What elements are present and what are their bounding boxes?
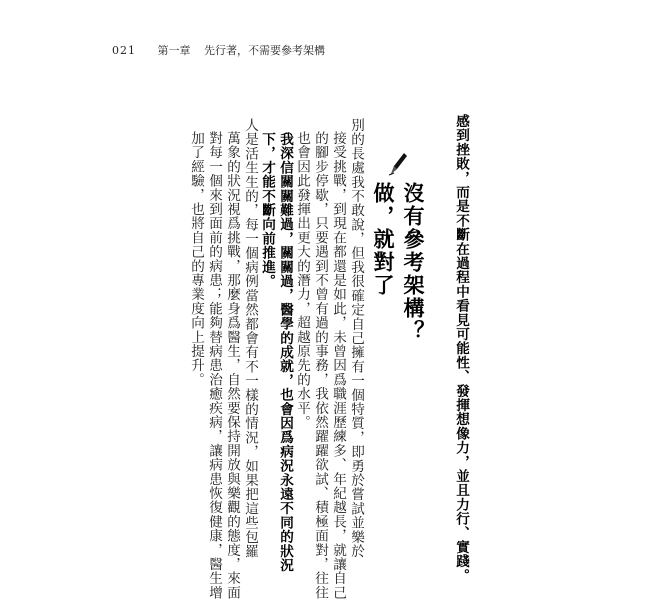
- running-header: [112, 42, 325, 58]
- intro-line: 感到挫敗，而是不斷在過程中看見可能性、發揮想像力，並且力行、實踐。: [453, 114, 469, 583]
- section-title: 沒有參考架構？做，就對了: [371, 182, 426, 343]
- paragraph1-line: 也會因此發揮出更大的潛力，超越原先的水平。: [294, 131, 310, 430]
- pen-icon: [386, 150, 411, 176]
- paragraph1-line: 的腳步停歇，只要遇到不曾有過的事務，我依然躍躍欲試、積極面對，往往: [312, 131, 328, 600]
- paragraph2-line: 對每一個來到面前的病患；能夠替病患治癒疾病，讓病患恢復健康，醫生增: [206, 131, 222, 600]
- section-heading: [370, 150, 426, 370]
- paragraph2-line: 加了經驗，也將自己的專業度向上提升。: [188, 131, 204, 387]
- paragraph2-line: 萬象的狀況視爲挑戰，那麼身爲醫生，自然要保持開放與樂觀的態度，來面: [224, 131, 240, 600]
- chapter-label: 第一章: [157, 44, 191, 57]
- paragraph1-line: 接受挑戰，到現在都還是如此，未曾因爲職涯歷練多、年紀越長，就讓自己: [330, 131, 346, 600]
- bold-statement-line: 我深信關關難過，關關過，醫學的成就，也會因爲病況永遠不同的狀況: [277, 132, 293, 573]
- chapter-title: 先行著，不需要參考架構: [204, 44, 325, 57]
- bold-statement-line: 下，才能不斷向前推進。: [259, 132, 275, 289]
- paragraph2-line: 人是活生生的，每一個病例當然都會有不一樣的情況，如果把這些包羅: [242, 118, 258, 559]
- page-number: 021: [112, 44, 136, 57]
- paragraph1-line: 別的長處我不敢說，但我很確定自己擁有一個特質，即勇於嘗試並樂於: [348, 118, 364, 559]
